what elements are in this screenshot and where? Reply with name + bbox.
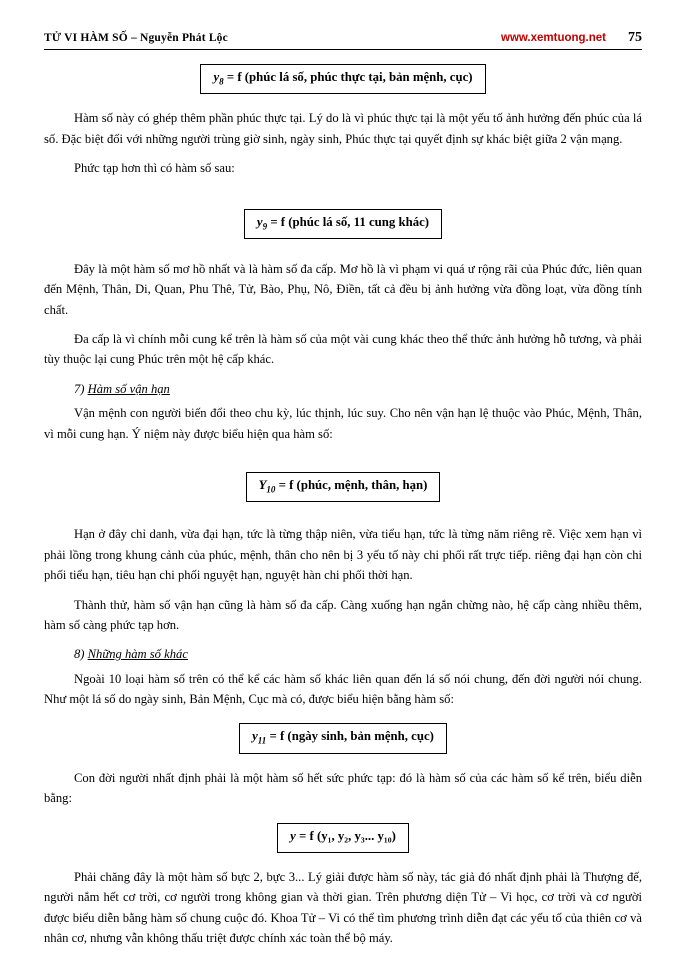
- section-7-number: 7): [74, 381, 88, 396]
- formula-9-sub: 9: [262, 221, 268, 232]
- formula-block-12: [44, 823, 642, 853]
- formula-11-body: = f (ngày sinh, bản mệnh, cục): [269, 729, 434, 744]
- section-heading-8: [44, 644, 642, 664]
- formula-9-var: y: [256, 214, 263, 229]
- formula-12-var: y: [290, 828, 296, 843]
- paragraph-3: Đây là một hàm số mơ hồ nhất và là hàm số đa cấp. Mơ hồ là vì phạm vi quá ư rộng rãi của Phúc đức, liên quan đến Mệnh, Thân, Di, Quan, Phu Thê, Tử, Bào, Phụ, Nô, Điền, tất cả đều bị ảnh hưởng vừa đồng loạt, vừa đồng tính chất.: [44, 261, 642, 317]
- formula-10-body: = f (phúc, mệnh, thân, hạn): [278, 477, 428, 492]
- paragraph-5: Vận mệnh con người biến đổi theo chu kỳ, lúc thịnh, lúc suy. Cho nên vận hạn lệ thuộc vào Phúc, Mệnh, Thân, vì mỗi cung hạn. Ý niệm này được biểu hiện qua hàm số:: [44, 406, 642, 441]
- paragraph-7: Thành thử, hàm số vận hạn cũng là hàm số đa cấp. Càng xuống hạn ngắn chừng nào, hệ cấp càng nhiều thêm, hàm số càng phức tạp hơn.: [44, 597, 642, 632]
- formula-8-body: = f (phúc lá số, phúc thực tại, bản mệnh, cục): [226, 70, 473, 84]
- paragraph-9: Con đời người nhất định phải là một hàm số hết sức phức tạp: đó là hàm số của các hàm số kể trên, biểu diễn bằng:: [44, 770, 642, 806]
- formula-block-10: [44, 472, 642, 502]
- paragraph-10: Phải chăng đây là một hàm số bực 2, bực 3... Lý giải được hàm số này, tác giả đó nhất định phải là Thượng đế, người nắm hết cơ trời, cơ người trong không gian và thời gian. Trên phương diện Tử – Vi học, cơ trời và cơ người được biểu diễn bằng hàm số chung cuộc đó. Khoa Tử – Vi có thể tìm phương trình diễn đạt các yếu tố của thiên cơ và nhân cơ, nhưng vẫn không thấu triệt được chính xác toàn thể bộ máy.: [44, 869, 642, 946]
- formula-12: [277, 823, 409, 853]
- formula-11-sub: 11: [257, 736, 267, 746]
- formula-8-sub: 8: [219, 76, 224, 87]
- header-book-title: TỬ VI HÀM SỐ – Nguyễn Phát Lộc: [44, 32, 228, 44]
- formula-block-8: [44, 64, 642, 94]
- formula-12-body: = f (y₁, y₂, y₃... y₁₀): [299, 828, 396, 843]
- page-number: 75: [628, 30, 642, 45]
- formula-11: [239, 723, 447, 753]
- formula-10-sub: 10: [266, 484, 276, 495]
- section-8-number: 8): [74, 647, 88, 662]
- section-7-title: Hàm số vận hạn: [87, 381, 170, 396]
- formula-9-body: = f (phúc lá số, 11 cung khác): [270, 214, 430, 229]
- formula-8-var: y: [213, 70, 220, 84]
- paragraph-4: Đa cấp là vì chính mỗi cung kể trên là hàm số của một vài cung khác theo thể thức ảnh hưởng hỗ tương, và phải tùy thuộc lại cung Phúc trên một hệ cấp khác.: [44, 332, 642, 367]
- header-right-group: [501, 30, 642, 46]
- formula-10-var: Y: [258, 477, 267, 492]
- formula-block-9: [44, 209, 642, 239]
- paragraph-2: Phức tạp hơn thì có hàm số sau:: [74, 161, 235, 176]
- paragraph-1: Hàm số này có ghép thêm phần phúc thực tại. Lý do là vì phúc thực tại là một yếu tố ảnh hưởng đến phúc của lá số. Đặc biệt đối với những người trùng giờ sinh, ngày sinh, Phúc thực tại quyết định sự khác biệt giữa 2 vận mạng.: [44, 111, 642, 146]
- formula-10: [246, 472, 441, 502]
- header-website: www.xemtuong.net: [501, 32, 606, 44]
- paragraph-8: Ngoài 10 loại hàm số trên có thể kể các hàm số khác liên quan đến lá số nói chung, đến đời người nói chung. Như một lá số do ngày sinh, Bản Mệnh, Cục mà có, được biểu hiện bằng hàm số:: [44, 671, 642, 707]
- section-8-title: Những hàm số khác: [87, 647, 188, 662]
- formula-8: [200, 64, 485, 94]
- section-heading-7: [44, 379, 642, 399]
- formula-block-11: [44, 723, 642, 753]
- paragraph-6: Hạn ở đây chỉ danh, vừa đại hạn, tức là từng thập niên, vừa tiểu hạn, tức là từng năm riêng rẽ. Việc xem hạn vì phải lồng trong khung cảnh của phúc, mệnh, thân cho nên bị 3 yếu tố này chi phối rất trực tiếp. riêng đại hạn còn chi phối tiểu hạn, tiêu hạn chi phối nguyệt hạn, nguyệt hàn chi phối thời hạn.: [44, 527, 642, 583]
- formula-11-var: y: [252, 729, 258, 744]
- page-header: [44, 30, 642, 50]
- formula-9: [244, 209, 442, 239]
